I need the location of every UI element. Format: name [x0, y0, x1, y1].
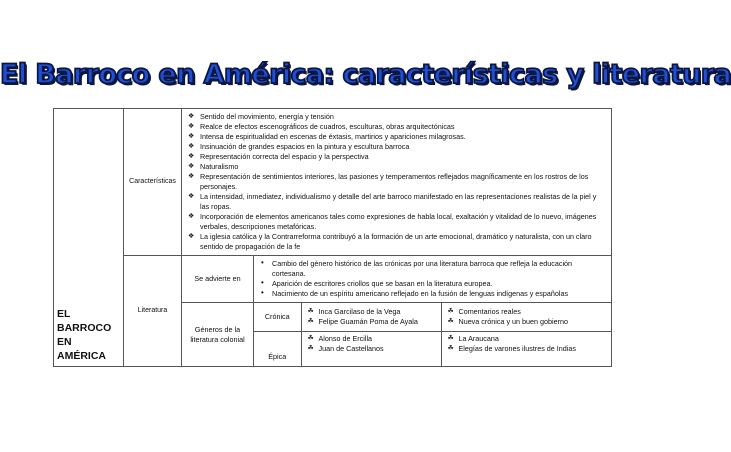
- list-item: ☘ La Araucana: [447, 334, 499, 343]
- cronica-label: Crónica: [254, 303, 301, 332]
- list-item: ☘ Alonso de Ercilla: [307, 334, 373, 343]
- trefoil-bullet-icon: ☘: [307, 345, 314, 352]
- list-item: ❖ La iglesia católica y la Contrarreforma contribuyó a la formación de un arte emocional, dramático y naturalista, con un claro sentido de propagación de la fe: [188, 232, 592, 251]
- list-item: ❖ Representación de sentimientos interiores, las pasiones y temperamentos reflejados magníficamente en los rostros de los personajes.: [188, 172, 589, 191]
- diamond-bullet-icon: ❖: [188, 233, 195, 240]
- row-epica: [254, 332, 611, 367]
- trefoil-bullet-icon: ☘: [447, 335, 454, 342]
- cronica-obras-cell: [441, 303, 611, 332]
- list-item: ☘ Comentarios reales: [447, 307, 521, 316]
- trefoil-bullet-icon: ☘: [447, 345, 454, 352]
- root-label: EL BARROCO EN AMÉRICA: [54, 109, 124, 367]
- dot-bullet-icon: •: [261, 258, 264, 267]
- cronica-autores: [302, 305, 441, 329]
- cronica-autores-cell: [301, 303, 441, 332]
- diamond-bullet-icon: ❖: [188, 113, 195, 120]
- diamond-bullet-icon: ❖: [188, 133, 195, 140]
- cronica-obras: [442, 305, 612, 329]
- list-item: ☘ Juan de Castellanos: [307, 344, 384, 353]
- caracteristicas-cell: [182, 109, 612, 256]
- generos-label: Géneros de la literatura colonial: [182, 303, 254, 367]
- list-item: ❖ La intensidad, inmediatez, individualismo y detalle del arte barroco manifestado en las representaciones realistas de la piel y las ropas.: [188, 192, 597, 211]
- caracteristicas-list: [182, 109, 611, 255]
- list-item: ❖ Insinuación de grandes espacios en la pintura y escultura barroca: [188, 142, 410, 151]
- literatura-label: Literatura: [124, 256, 182, 367]
- caracteristicas-label: Características: [124, 109, 182, 256]
- list-item: ☘ Felipe Guamán Poma de Ayala: [307, 317, 418, 326]
- generos-table: [254, 303, 611, 366]
- diamond-bullet-icon: ❖: [188, 213, 195, 220]
- list-item: • Nacimiento de un espíritu americano reflejado en la fusión de lenguas indígenas y españolas: [261, 288, 569, 298]
- list-item: ☘ Inca Garcilaso de la Vega: [307, 307, 401, 316]
- row-literatura-advierte: [54, 256, 612, 303]
- trefoil-bullet-icon: ☘: [307, 318, 314, 325]
- se-advierte-label: Se advierte en: [182, 256, 254, 303]
- diamond-bullet-icon: ❖: [188, 123, 195, 130]
- row-caracteristicas: [54, 109, 612, 256]
- diamond-bullet-icon: ❖: [188, 143, 195, 150]
- epica-autores-cell: [301, 332, 441, 367]
- row-cronica: [254, 303, 611, 332]
- diamond-bullet-icon: ❖: [188, 163, 195, 170]
- list-item: ❖ Realce de efectos escenográficos de cuadros, esculturas, obras arquitectónicas: [188, 122, 455, 131]
- se-advierte-list: [254, 256, 611, 302]
- diamond-bullet-icon: ❖: [188, 193, 195, 200]
- trefoil-bullet-icon: ☘: [447, 308, 454, 315]
- list-item: ❖ Intensa de espiritualidad en escenas de éxtasis, martirios y apariciones milagrosas.: [188, 132, 466, 141]
- generos-cell: [254, 303, 612, 367]
- list-item: ☘ Nueva crónica y un buen gobierno: [447, 317, 568, 326]
- list-item: ☘ Elegías de varones ilustres de Indias: [447, 344, 576, 353]
- se-advierte-cell: [254, 256, 612, 303]
- dot-bullet-icon: •: [261, 288, 264, 297]
- diamond-bullet-icon: ❖: [188, 153, 195, 160]
- list-item: • Aparición de escritores criollos que se basan en la literatura europea.: [261, 278, 493, 288]
- trefoil-bullet-icon: ☘: [307, 308, 314, 315]
- trefoil-bullet-icon: ☘: [307, 335, 314, 342]
- list-item: ❖ Naturalismo: [188, 162, 239, 171]
- list-item: ❖ Incorporación de elementos americanos tales como expresiones de habla local, exaltación y vitalidad de lo nuevo, imágenes verbales, descripciones metafóricas.: [188, 212, 597, 231]
- list-item: • Cambio del género histórico de las crónicas por una literatura barroca que refleja la educación cortesana.: [261, 258, 573, 278]
- trefoil-bullet-icon: ☘: [447, 318, 454, 325]
- diamond-bullet-icon: ❖: [188, 173, 195, 180]
- dot-bullet-icon: •: [261, 278, 264, 287]
- epica-obras: [442, 332, 612, 356]
- page-title: El Barroco en América: características y literatura: [0, 59, 731, 90]
- summary-table: [53, 108, 612, 367]
- epica-label: Épica: [254, 332, 301, 367]
- epica-autores: [302, 332, 441, 356]
- list-item: ❖ Sentido del movimiento, energía y tensión: [188, 112, 334, 121]
- list-item: ❖ Representación correcta del espacio y la perspectiva: [188, 152, 369, 161]
- epica-obras-cell: [441, 332, 611, 367]
